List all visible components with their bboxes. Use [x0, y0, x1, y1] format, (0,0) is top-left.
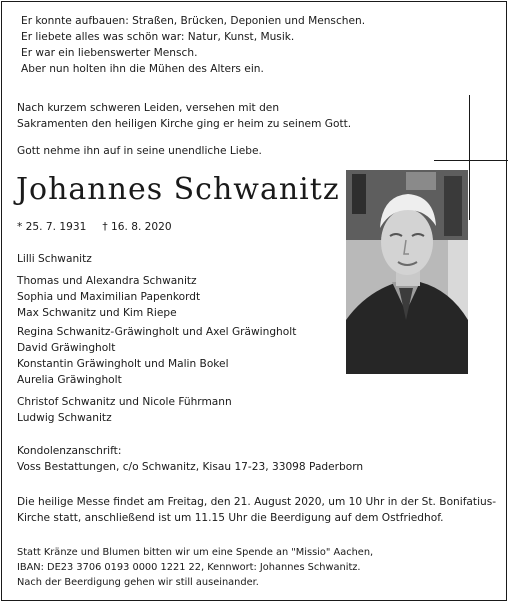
family-group	[17, 324, 296, 388]
poem	[21, 13, 365, 77]
family-member: Ludwig Schwanitz	[17, 412, 112, 424]
birth-date: * 25. 7. 1931	[17, 221, 87, 233]
condolence-heading: Kondolenzanschrift:	[17, 445, 122, 457]
portrait-image	[346, 170, 468, 374]
family-group	[17, 273, 200, 321]
family-member: David Gräwingholt	[17, 342, 116, 354]
condolence-line: Voss Bestattungen, c/o Schwanitz, Kisau 17-23, 33098 Paderborn	[17, 461, 364, 473]
family-member: Aurelia Gräwingholt	[17, 374, 122, 386]
family-member: Max Schwanitz und Kim Riepe	[17, 307, 177, 319]
cross-vertical	[469, 95, 470, 220]
family-group	[17, 251, 92, 267]
intro-text	[17, 100, 351, 132]
poem-line: Er liebete alles was schön war: Natur, Kunst, Musik.	[21, 31, 295, 43]
death-date: † 16. 8. 2020	[102, 221, 172, 233]
portrait-photo	[346, 170, 468, 374]
cross-horizontal	[434, 160, 508, 161]
intro-line: Sakramenten den heiligen Kirche ging er heim zu seinem Gott.	[17, 118, 352, 130]
mass-announcement: Die heilige Messe findet am Freitag, den 21. August 2020, um 10 Uhr in der St. Bonifatius-Kirche statt, anschließend ist um 11.15 Uhr die Beerdigung auf dem Ostfriedhof.	[17, 496, 497, 524]
poem-line: Aber nun holten ihn die Mühen des Alters ein.	[21, 63, 264, 75]
poem-line: Er konnte aufbauen: Straßen, Brücken, Deponien und Menschen.	[21, 15, 366, 27]
donation-line: IBAN: DE23 3706 0193 0000 1221 22, Kennwort: Johannes Schwanitz.	[17, 562, 361, 573]
final-note: Nach der Beerdigung gehen wir still auseinander.	[17, 577, 259, 588]
family-member: Konstantin Gräwingholt und Malin Bokel	[17, 358, 229, 370]
family-member: Christof Schwanitz und Nicole Führmann	[17, 396, 232, 408]
donation-line: Statt Kränze und Blumen bitten wir um eine Spende an "Missio" Aachen,	[17, 547, 374, 558]
donation-notice	[17, 545, 373, 575]
family-member: Lilli Schwanitz	[17, 253, 92, 265]
poem-line: Er war ein liebenswerter Mensch.	[21, 47, 198, 59]
family-member: Sophia und Maximilian Papenkordt	[17, 291, 201, 303]
life-dates	[17, 219, 172, 235]
family-member: Regina Schwanitz-Gräwingholt und Axel Gräwingholt	[17, 326, 297, 338]
obituary-notice	[1, 1, 507, 601]
prayer-text: Gott nehme ihn auf in seine unendliche Liebe.	[17, 145, 262, 157]
intro-line: Nach kurzem schweren Leiden, versehen mit den	[17, 102, 280, 114]
deceased-name: Johannes Schwanitz	[16, 172, 340, 207]
family-member: Thomas und Alexandra Schwanitz	[17, 275, 197, 287]
family-group	[17, 394, 232, 426]
condolence-address	[17, 443, 363, 475]
